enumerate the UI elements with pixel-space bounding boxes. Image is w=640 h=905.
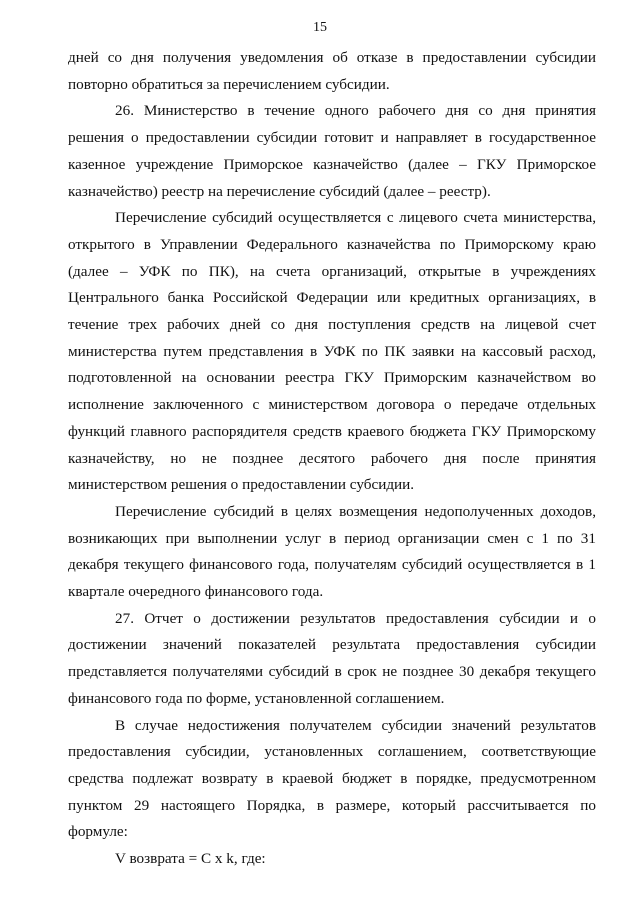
paragraph-transfer-december: Перечисление субсидий в целях возмещения недополученных доходов, возникающих при выполнении услуг в период организации смен с 1 по 31 декабря текущего финансового года, получателям субсидий осуществляется в 1 квартале очередного финансового года. (68, 502, 596, 601)
paragraph-continuation: дней со дня получения уведомления об отказе в предоставлении субсидии повторно обратиться за перечислением субсидии. (68, 49, 596, 93)
document-body (68, 45, 596, 873)
paragraph-transfer-procedure: Перечисление субсидий осуществляется с лицевого счета министерства, открытого в Управлении Федерального казначейства по Приморскому краю (далее – УФК по ПК), на счета организаций, открытые в учреждениях Центрального банка Российской Федерации или кредитных организациях, в течение трех рабочих дней со дня поступления средств на лицевой счет министерства путем представления в УФК по ПК заявки на кассовый расход, подготовленной на основании реестра ГКУ Приморским казначейством во исполнение заключенного с министерством договора о передаче отдельных функций главного распорядителя средств краевого бюджета ГКУ Приморскому казначейству, но не позднее десятого рабочего дня после принятия министерством решения о предоставлении субсидии. (68, 209, 596, 494)
paragraph-item-27: 27. Отчет о достижении результатов предоставления субсидии и о достижении значений показателей результата предоставления субсидии представляется получателями субсидий в срок не позднее 30 декабря текущего финансового года по форме, установленной соглашением. (68, 609, 596, 707)
paragraph-item-26: 26. Министерство в течение одного рабочего дня со дня принятия решения о предоставлении субсидии готовит и направляет в государственное казенное учреждение Приморское казначейство (далее – ГКУ Приморское казначейство) реестр на перечисление субсидий (далее – реестр). (68, 102, 596, 200)
page-number: 15 (313, 20, 327, 35)
refund-formula: V возврата = С x k, где: (115, 850, 266, 868)
paragraph-refund-rule: В случае недостижения получателем субсидии значений результатов предоставления субсидии, установленных соглашением, соответствующие средства подлежат возврату в краевой бюджет в порядке, предусмотренном пунктом 29 настоящего Порядка, в размере, который рассчитывается по формуле: (68, 716, 596, 841)
